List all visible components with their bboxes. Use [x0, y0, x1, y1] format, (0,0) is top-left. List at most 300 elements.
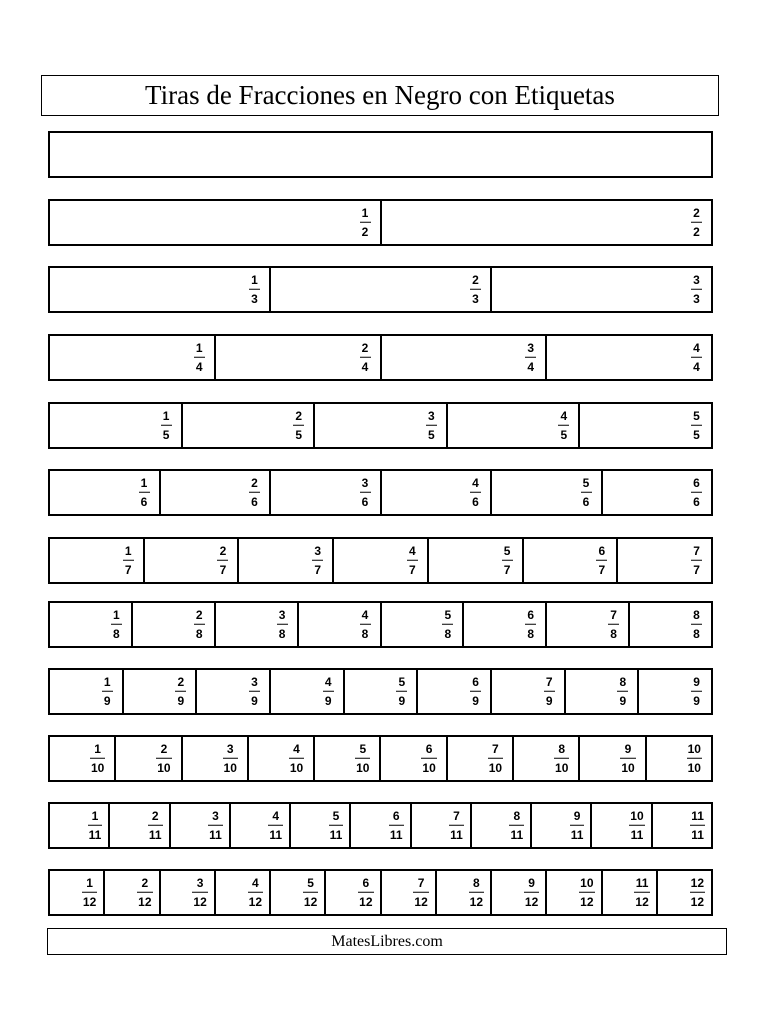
numerator: 2 — [177, 674, 185, 689]
strip-segment — [271, 670, 345, 713]
numerator: 11 — [691, 808, 704, 823]
numerator: 1 — [103, 674, 111, 689]
fraction-label — [581, 476, 592, 509]
page-title: Tiras de Fracciones en Negro con Etiquetas — [41, 75, 719, 116]
strip-segment — [658, 871, 711, 914]
fraction-bar — [691, 690, 702, 692]
fraction-label — [360, 476, 371, 509]
fraction-bar — [355, 757, 370, 759]
numerator: 2 — [141, 875, 149, 890]
fraction-label — [525, 341, 536, 374]
numerator: 9 — [528, 875, 535, 890]
denominator: 12 — [635, 894, 649, 909]
strip-segment — [547, 871, 602, 914]
fraction-bar — [524, 891, 539, 893]
strip-segment — [50, 201, 382, 244]
denominator: 11 — [329, 827, 343, 842]
strip-segment — [492, 471, 603, 514]
fraction-bar — [268, 824, 283, 826]
strip-segment — [231, 804, 291, 847]
denominator: 10 — [555, 760, 569, 775]
fraction-bar — [617, 690, 628, 692]
denominator: 8 — [361, 626, 369, 641]
strip-segment — [271, 871, 326, 914]
strip-segment — [580, 404, 711, 447]
denominator: 12 — [359, 894, 373, 909]
numerator: 4 — [693, 340, 700, 355]
numerator: 3 — [251, 674, 258, 689]
fraction-bar — [691, 491, 702, 493]
fraction-label — [687, 742, 702, 775]
strip-segment — [291, 804, 351, 847]
denominator: 10 — [356, 760, 370, 775]
numerator: 5 — [398, 674, 406, 689]
fraction-bar — [289, 757, 304, 759]
fraction-bar — [469, 891, 484, 893]
denominator: 6 — [361, 494, 369, 509]
strip-segment — [161, 871, 216, 914]
numerator: 4 — [361, 607, 369, 622]
fraction-strip-5 — [48, 402, 713, 449]
strip-segment — [315, 404, 448, 447]
strip-segment — [326, 871, 381, 914]
fraction-bar — [82, 891, 97, 893]
denominator: 8 — [113, 626, 120, 641]
fraction-bar — [194, 623, 205, 625]
numerator: 7 — [453, 808, 460, 823]
fraction-bar — [217, 559, 228, 561]
strip-segment — [271, 268, 492, 311]
fraction-label — [268, 809, 283, 842]
strip-segment — [532, 804, 592, 847]
strip-segment — [547, 336, 711, 379]
strip-segment — [437, 871, 492, 914]
fraction-bar — [691, 221, 702, 223]
fraction-label — [691, 608, 702, 641]
denominator: 7 — [693, 562, 700, 577]
fraction-label — [449, 809, 464, 842]
numerator: 2 — [219, 543, 227, 558]
strip-segment — [547, 603, 630, 646]
numerator: 1 — [195, 340, 203, 355]
fraction-label — [617, 675, 628, 708]
denominator: 7 — [219, 562, 227, 577]
strip-segment — [382, 336, 548, 379]
strip-segment — [412, 804, 472, 847]
fraction-strip-3 — [48, 266, 713, 313]
fraction-bar — [90, 757, 105, 759]
fraction-label — [249, 476, 260, 509]
denominator: 6 — [251, 494, 258, 509]
fraction-bar — [223, 757, 238, 759]
fraction-strip-8 — [48, 601, 713, 648]
numerator: 1 — [361, 205, 369, 220]
numerator: 5 — [582, 475, 590, 490]
numerator: 8 — [693, 607, 700, 622]
denominator: 12 — [248, 894, 262, 909]
strip-segment — [50, 268, 271, 311]
fraction-bar — [360, 221, 371, 223]
fraction-label — [90, 742, 105, 775]
denominator: 11 — [570, 827, 584, 842]
denominator: 5 — [427, 427, 435, 442]
fraction-label — [691, 206, 702, 239]
numerator: 1 — [140, 475, 148, 490]
numerator: 4 — [472, 475, 479, 490]
strip-segment — [110, 804, 170, 847]
denominator: 6 — [582, 494, 590, 509]
fraction-bar — [413, 891, 428, 893]
fraction-label — [248, 876, 263, 909]
denominator: 10 — [289, 760, 304, 775]
fraction-label — [608, 608, 619, 641]
fraction-label — [161, 409, 172, 442]
numerator: 4 — [251, 875, 259, 890]
fraction-bar — [691, 559, 702, 561]
numerator: 7 — [545, 674, 553, 689]
fraction-bar — [358, 891, 373, 893]
denominator: 7 — [314, 562, 321, 577]
strip-segment — [50, 471, 161, 514]
fraction-bar — [303, 891, 318, 893]
fraction-bar — [596, 559, 607, 561]
fraction-label — [156, 742, 171, 775]
fraction-label — [360, 341, 371, 374]
fraction-bar — [208, 824, 223, 826]
fraction-bar — [544, 690, 555, 692]
denominator: 9 — [103, 693, 111, 708]
denominator: 2 — [693, 224, 700, 239]
denominator: 11 — [209, 827, 222, 842]
strip-segment — [105, 871, 160, 914]
numerator: 12 — [690, 875, 704, 890]
fraction-label — [691, 409, 702, 442]
denominator: 11 — [148, 827, 162, 842]
numerator: 1 — [251, 272, 258, 287]
numerator: 2 — [151, 808, 159, 823]
numerator: 4 — [272, 808, 280, 823]
fraction-label — [249, 675, 260, 708]
numerator: 2 — [295, 408, 303, 423]
numerator: 6 — [425, 741, 433, 756]
denominator: 9 — [177, 693, 185, 708]
fraction-label — [293, 409, 304, 442]
fraction-label — [289, 742, 304, 775]
denominator: 4 — [195, 359, 203, 374]
fraction-bar — [161, 424, 172, 426]
strip-segment — [381, 737, 447, 780]
denominator: 4 — [693, 359, 700, 374]
fraction-label — [208, 809, 223, 842]
fraction-bar — [690, 891, 705, 893]
strip-segment — [124, 670, 198, 713]
fraction-bar — [470, 491, 481, 493]
fraction-bar — [570, 824, 585, 826]
fraction-label — [407, 544, 418, 577]
strip-segment — [472, 804, 532, 847]
strip-segment — [351, 804, 411, 847]
footer-site: MatesLibres.com — [47, 928, 727, 955]
numerator: 4 — [560, 408, 568, 423]
fraction-label — [691, 341, 702, 374]
fraction-label — [470, 476, 481, 509]
strip-segment — [249, 737, 315, 780]
strip-segment — [50, 670, 124, 713]
fraction-bar — [249, 491, 260, 493]
strip-segment — [299, 603, 382, 646]
fraction-label — [175, 675, 186, 708]
strip-segment — [382, 603, 465, 646]
fraction-label — [312, 544, 323, 577]
fraction-bar — [248, 891, 263, 893]
denominator: 8 — [527, 626, 535, 641]
numerator: 4 — [324, 674, 332, 689]
fraction-bar — [470, 288, 481, 290]
numerator: 8 — [619, 674, 627, 689]
fraction-bar — [175, 690, 186, 692]
fraction-bar — [148, 824, 163, 826]
denominator: 8 — [444, 626, 452, 641]
denominator: 9 — [619, 693, 627, 708]
numerator: 5 — [332, 808, 340, 823]
denominator: 10 — [223, 760, 237, 775]
denominator: 12 — [524, 894, 539, 909]
numerator: 1 — [94, 741, 101, 756]
strip-segment — [566, 670, 640, 713]
denominator: 8 — [195, 626, 203, 641]
denominator: 9 — [693, 693, 700, 708]
strip-segment — [464, 603, 547, 646]
numerator: 4 — [293, 741, 300, 756]
fraction-label — [570, 809, 585, 842]
strip-segment — [315, 737, 381, 780]
fraction-label — [139, 476, 150, 509]
numerator: 11 — [635, 875, 649, 890]
denominator: 12 — [414, 894, 428, 909]
fraction-label — [634, 876, 649, 909]
fraction-label — [194, 608, 205, 641]
numerator: 3 — [427, 408, 435, 423]
denominator: 11 — [630, 827, 644, 842]
strip-segment — [382, 471, 493, 514]
fraction-label — [525, 608, 536, 641]
fraction-bar — [323, 690, 334, 692]
numerator: 2 — [160, 741, 168, 756]
numerator: 6 — [693, 475, 700, 490]
fraction-bar — [137, 891, 152, 893]
denominator: 12 — [82, 894, 97, 909]
fraction-strip-4 — [48, 334, 713, 381]
numerator: 9 — [573, 808, 581, 823]
denominator: 7 — [598, 562, 606, 577]
fraction-label — [277, 608, 288, 641]
strip-segment — [418, 670, 492, 713]
fraction-label — [396, 675, 407, 708]
strip-segment — [271, 471, 382, 514]
fraction-label — [194, 341, 205, 374]
fraction-bar — [194, 356, 205, 358]
fraction-label — [123, 544, 134, 577]
strip-segment — [653, 804, 711, 847]
numerator: 5 — [503, 543, 511, 558]
strip-segment — [639, 670, 711, 713]
fraction-bar — [111, 623, 122, 625]
fraction-label — [323, 675, 334, 708]
fraction-label — [192, 876, 207, 909]
fraction-label — [691, 476, 702, 509]
strip-segment — [647, 737, 711, 780]
fraction-label — [488, 742, 503, 775]
denominator: 10 — [621, 760, 635, 775]
fraction-bar — [502, 559, 513, 561]
fraction-label — [303, 876, 318, 909]
fraction-label — [502, 544, 513, 577]
fraction-label — [358, 876, 373, 909]
numerator: 2 — [251, 475, 258, 490]
fraction-bar — [620, 757, 635, 759]
fraction-label — [148, 809, 163, 842]
strip-segment — [603, 871, 658, 914]
fraction-label — [442, 608, 453, 641]
denominator: 10 — [687, 760, 701, 775]
fraction-strip-9 — [48, 668, 713, 715]
fraction-label — [249, 273, 260, 306]
denominator: 7 — [503, 562, 511, 577]
strip-segment — [216, 336, 382, 379]
strip-segment — [345, 670, 419, 713]
fraction-bar — [554, 757, 569, 759]
numerator: 3 — [212, 808, 219, 823]
numerator: 1 — [86, 875, 93, 890]
fraction-bar — [579, 891, 594, 893]
denominator: 11 — [450, 827, 463, 842]
fraction-strip-7 — [48, 537, 713, 584]
denominator: 9 — [398, 693, 406, 708]
fraction-bar — [581, 491, 592, 493]
numerator: 10 — [630, 808, 644, 823]
fraction-bar — [312, 559, 323, 561]
denominator: 11 — [510, 827, 524, 842]
fraction-bar — [389, 824, 404, 826]
strip-segment — [216, 603, 299, 646]
numerator: 7 — [693, 543, 700, 558]
denominator: 4 — [361, 359, 369, 374]
fraction-label — [88, 809, 103, 842]
denominator: 11 — [389, 827, 403, 842]
numerator: 2 — [472, 272, 479, 287]
fraction-label — [102, 675, 113, 708]
fraction-bar — [558, 424, 569, 426]
fraction-strip-11 — [48, 802, 713, 849]
denominator: 11 — [269, 827, 283, 842]
numerator: 6 — [527, 607, 535, 622]
numerator: 5 — [444, 607, 452, 622]
fraction-label — [470, 273, 481, 306]
strip-segment — [116, 737, 182, 780]
numerator: 2 — [361, 340, 369, 355]
strip-segment — [145, 539, 240, 582]
numerator: 8 — [472, 875, 480, 890]
fraction-bar — [442, 623, 453, 625]
denominator: 10 — [422, 760, 436, 775]
numerator: 7 — [492, 741, 499, 756]
numerator: 3 — [527, 340, 535, 355]
denominator: 5 — [560, 427, 568, 442]
fraction-label — [620, 742, 635, 775]
fraction-bar — [407, 559, 418, 561]
fraction-bar — [293, 424, 304, 426]
numerator: 1 — [162, 408, 170, 423]
denominator: 11 — [691, 827, 704, 842]
fraction-label — [360, 608, 371, 641]
denominator: 10 — [488, 760, 503, 775]
fraction-label — [355, 742, 370, 775]
fraction-strip-12 — [48, 869, 713, 916]
fraction-label — [360, 206, 371, 239]
fraction-label — [470, 675, 481, 708]
fraction-bar — [249, 288, 260, 290]
denominator: 9 — [324, 693, 332, 708]
strip-segment — [197, 670, 271, 713]
numerator: 3 — [361, 475, 369, 490]
fraction-label — [691, 675, 702, 708]
denominator: 4 — [527, 359, 535, 374]
fraction-strip-1 — [48, 131, 713, 178]
numerator: 4 — [409, 543, 416, 558]
strip-segment — [50, 804, 110, 847]
denominator: 12 — [138, 894, 152, 909]
denominator: 12 — [303, 894, 318, 909]
fraction-label — [217, 544, 228, 577]
fraction-label — [554, 742, 569, 775]
fraction-bar — [88, 824, 103, 826]
denominator: 6 — [140, 494, 148, 509]
numerator: 1 — [124, 543, 132, 558]
strip-segment — [382, 871, 437, 914]
strip-segment — [216, 871, 271, 914]
denominator: 3 — [472, 291, 479, 306]
denominator: 7 — [409, 562, 416, 577]
fraction-bar — [690, 824, 705, 826]
fraction-bar — [691, 288, 702, 290]
fraction-bar — [277, 623, 288, 625]
fraction-bar — [691, 424, 702, 426]
denominator: 5 — [162, 427, 170, 442]
strip-segment — [580, 737, 646, 780]
denominator: 12 — [690, 894, 704, 909]
numerator: 6 — [362, 875, 370, 890]
fraction-label — [329, 809, 344, 842]
fraction-label — [389, 809, 404, 842]
strip-segment — [161, 471, 272, 514]
fraction-label — [690, 809, 705, 842]
fraction-bar — [691, 623, 702, 625]
fraction-label — [111, 608, 122, 641]
fraction-bar — [629, 824, 644, 826]
strip-segment — [448, 737, 514, 780]
fraction-bar — [509, 824, 524, 826]
denominator: 12 — [580, 894, 594, 909]
fraction-bar — [360, 491, 371, 493]
strip-segment — [133, 603, 216, 646]
fraction-bar — [525, 623, 536, 625]
strip-segment — [50, 539, 145, 582]
strip-segment — [171, 804, 231, 847]
strip-segment — [618, 539, 711, 582]
denominator: 2 — [361, 224, 369, 239]
denominator: 8 — [610, 626, 617, 641]
fraction-bar — [687, 757, 702, 759]
